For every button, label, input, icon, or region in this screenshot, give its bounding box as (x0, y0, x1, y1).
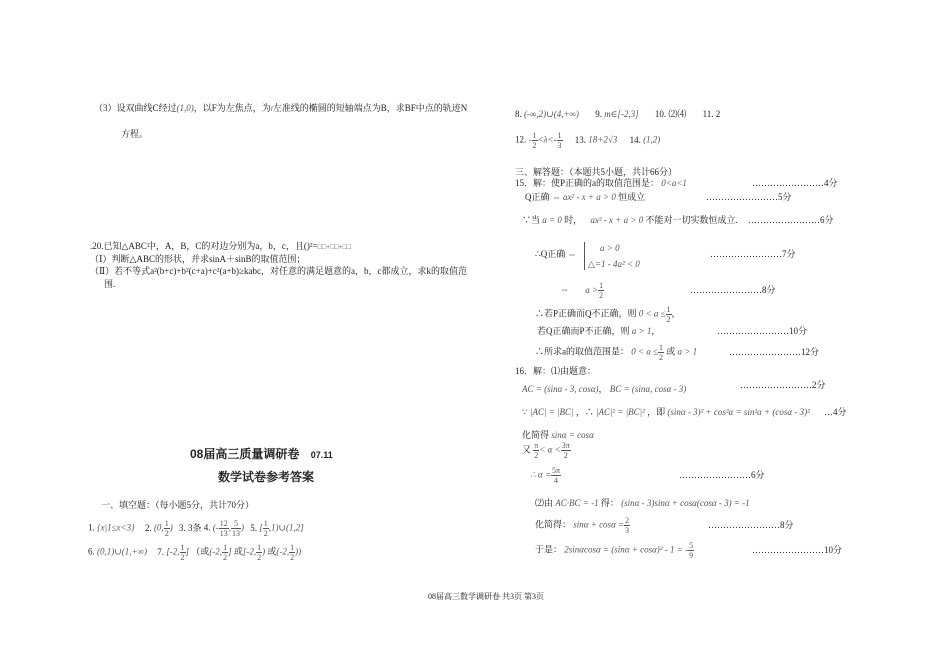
answers-row-12-14: 12. - $\frac{1}{2}$ <λ<- $\frac{1}{3}$ 13. 18+2√3 14. (1,2) (515, 131, 661, 150)
q3-line1: （3）设双曲线C经过(1,0)，以F为左焦点，为l左准线的椭圆的短轴端点为B，求BF中点的轨迹N (94, 103, 468, 113)
answers-row-8-11: 8. (-∞,2)∪(4,+∞) 9. m∈[-2,3] 10. ⑵⑷ 11. 2 (515, 109, 721, 119)
p15-score-8: ……………………8分 (690, 285, 776, 295)
answers-row-2: 6. (0,1)∪(1,+∞) 7. [-2, $\frac{1}{2}$ ] （或(-2, $\frac{1}{2}$ ] 或[-2, $\frac{1}{2}$ ) 或(-2, $\frac{1}{2}$ )) (88, 543, 302, 562)
page-footer: 08届高三数学调研卷 共3页 第3页 (428, 592, 544, 601)
doc-title: 08届高三质量调研卷 07.11 (190, 447, 333, 461)
p16-line3: ∵ |AC| = |BC| ，∴ |AC|² = |BC|² ，即 (sinα - 3)² + cos²α = sin²α + (cosα - 3)² (522, 407, 810, 417)
doc-subtitle: 数学试卷参考答案 (218, 470, 315, 484)
p15-line2: Q正确 ⇔ ax² - x + a > 0 恒成立 (525, 192, 646, 202)
q20-line1: .20.已知△ABC中，A，B，C的对边分别为a，b，c，且()²=□□+□□+□□ (90, 241, 351, 251)
p15-score-10: ……………………10分 (717, 326, 808, 336)
p15-score-12: ……………………12分 (729, 347, 820, 357)
p16-score-4: …4分 (824, 407, 847, 417)
p15-score-5: ……………………5分 (706, 192, 792, 202)
section-solutions: 三、解答题：（本题共5小题，共计66分） (515, 167, 678, 177)
p15-score-6: ……………………6分 (748, 215, 834, 225)
p16-line7: ⑵由 AC·BC = -1 得： (sinα - 3)sinα + cosα(cosα - 3) = -1 (535, 498, 750, 508)
p16-line9: 于是： 2sinαcosα = (sinα + cosα)² - 1 = - $\frac{5}{9}$ (535, 541, 694, 560)
p16-line8: 化简得： sinα + cosα = $\frac{2}{3}$ (535, 516, 630, 535)
q20-line4: 围. (104, 279, 116, 289)
p16-score-6: ……………………6分 (679, 470, 765, 480)
p15-line4: ∴Q正确 ⇔ (535, 249, 577, 259)
p15-line3: ∵当 a = 0 时， ax² - x + a > 0 不能对一切实数恒成立. (522, 215, 738, 225)
p15-system-2: △=1 - 4a² < 0 (588, 259, 640, 269)
p16-score-2: ……………………2分 (740, 380, 826, 390)
p16-score-8: ……………………8分 (708, 520, 794, 530)
p15-line7: 若Q正确而P不正确，则 a > 1， (537, 326, 661, 336)
q20-line3: （Ⅱ）若不等式a²(b+c)+b²(c+a)+c²(a+b)≥kabc，对任意的满足题意的a，b，c都成立，求k的取值范 (90, 266, 467, 276)
p16-line6: ∴ α = $\frac{5\pi}{4}$ (530, 466, 561, 485)
p16-line1: 16．解：⑴由题意： (515, 366, 597, 376)
p16-score-10: ……………………10分 (752, 545, 843, 555)
p16-line2: AC = (sinα - 3, cosα)， BC = (sinα, cosα - 3) (522, 384, 687, 394)
p15-system-1: a > 0 (600, 243, 620, 253)
p15-line5: ⇔ a > $\frac{1}{2}$ (560, 281, 604, 300)
answers-row-1: 1. {x|1≤x<3} 2. (0, $\frac{1}{2}$ ) 3. 3条 4. (- $\frac{12}{13}$ , $\frac{5}{13}$ ) 5. [ $\frac{1}{2}$ ,1)∪(1,2] (88, 519, 304, 538)
p16-line4: 化简得 sinα = cosα (522, 430, 594, 440)
p15-line1: 15．解：使P正确的a的取值范围是： 0<a<1 (515, 178, 687, 188)
q3-line2: 方程。 (121, 129, 149, 139)
p15-score-4: ……………………4分 (752, 178, 838, 188)
p15-line8: ∴所求a的取值范围是： 0 < a ≤ $\frac{1}{2}$ 或 a > 1 (535, 343, 698, 362)
p15-score-7: ……………………7分 (710, 249, 796, 259)
p15-line6: ∴若P正确而Q不正确，则 0 < a ≤ $\frac{1}{2}$ ， (535, 305, 681, 324)
q20-line2: （Ⅰ）判断△ABC的形状，并求sinA＋sinB的取值范围； (90, 254, 306, 264)
p15-system-brace (584, 242, 585, 270)
section-fill-blank: 一、填空题：（每小题5分，共计70分） (101, 500, 255, 510)
p16-line5: 又 $\frac{\pi}{2}$ < α < $\frac{3\pi}{2}$ (522, 441, 570, 460)
